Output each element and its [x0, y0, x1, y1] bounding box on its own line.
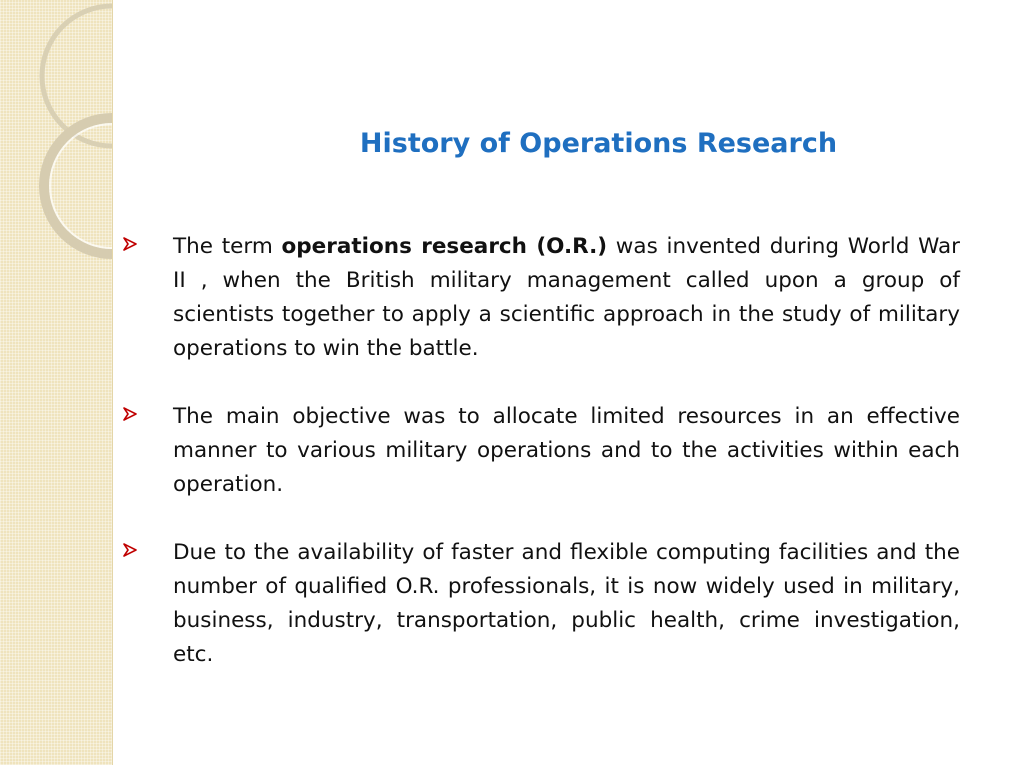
bullet-item: [118, 230, 960, 366]
arrow-bullet-icon: [122, 403, 140, 421]
arrow-bullet-icon: [122, 539, 140, 557]
bullet-item: [118, 536, 960, 672]
bullet-list: [118, 230, 960, 706]
bullet-text: The main objective was to allocate limited resources in an effective manner to various military operations and to the activities within each operation.: [173, 404, 960, 497]
bullet-item: [118, 400, 960, 502]
bullet-bold-term: operations research (O.R.): [281, 234, 608, 259]
arrow-bullet-icon: [122, 233, 140, 251]
bullet-text-suffix: was invented during World War II , when the British military management called upon a group of scientists together to apply a scientific approach in the study of military operations to win the battle.: [173, 234, 960, 361]
bullet-text-prefix: The term: [173, 234, 282, 259]
bullet-text: Due to the availability of faster and flexible computing facilities and the number of qualified O.R. professionals, it is now widely used in military, business, industry, transportation, public health, crime investigation, etc.: [173, 540, 960, 667]
slide-title: History of Operations Research: [359, 128, 838, 159]
